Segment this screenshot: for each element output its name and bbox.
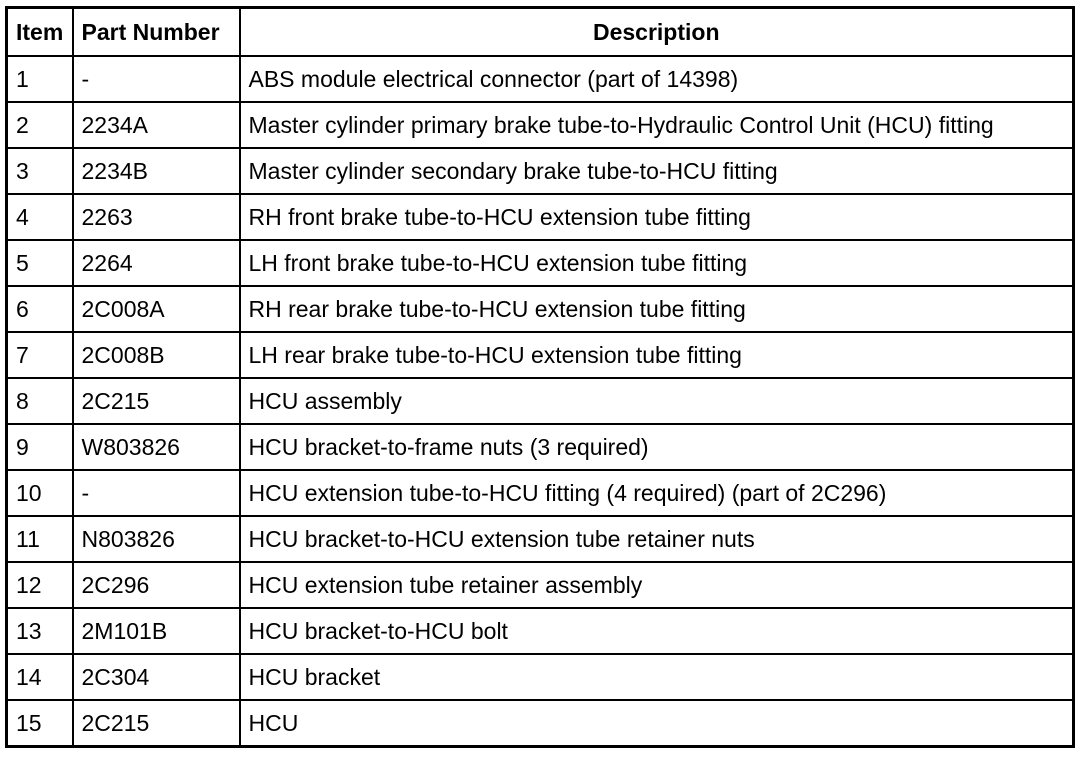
table-row [7,424,1074,470]
table-row [7,470,1074,516]
cell-description: HCU assembly [240,378,1074,424]
cell-item: 13 [7,608,73,654]
table-row [7,378,1074,424]
table-row [7,608,1074,654]
table-row [7,286,1074,332]
header-part-number: Part Number [73,8,240,57]
cell-item: 5 [7,240,73,286]
cell-description: ABS module electrical connector (part of 14398) [240,56,1074,102]
table-row [7,56,1074,102]
cell-part-number: W803826 [73,424,240,470]
cell-part-number: 2264 [73,240,240,286]
cell-part-number: N803826 [73,516,240,562]
cell-part-number: 2C008A [73,286,240,332]
table-row [7,240,1074,286]
cell-description: Master cylinder secondary brake tube-to-HCU fitting [240,148,1074,194]
cell-description: HCU extension tube-to-HCU fitting (4 required) (part of 2C296) [240,470,1074,516]
table-row [7,654,1074,700]
cell-part-number: - [73,56,240,102]
cell-item: 1 [7,56,73,102]
cell-part-number: 2C215 [73,378,240,424]
cell-description: HCU bracket [240,654,1074,700]
header-row [7,8,1074,57]
cell-item: 15 [7,700,73,747]
cell-description: LH front brake tube-to-HCU extension tube fitting [240,240,1074,286]
cell-part-number: 2234A [73,102,240,148]
cell-item: 4 [7,194,73,240]
table-row [7,148,1074,194]
cell-item: 9 [7,424,73,470]
cell-item: 14 [7,654,73,700]
cell-description: HCU extension tube retainer assembly [240,562,1074,608]
table-row [7,516,1074,562]
cell-part-number: - [73,470,240,516]
cell-description: HCU [240,700,1074,747]
cell-part-number: 2M101B [73,608,240,654]
table-row [7,700,1074,747]
table-row [7,562,1074,608]
cell-description: RH rear brake tube-to-HCU extension tube fitting [240,286,1074,332]
cell-item: 12 [7,562,73,608]
cell-item: 7 [7,332,73,378]
cell-part-number: 2C215 [73,700,240,747]
header-item: Item [7,8,73,57]
cell-description: RH front brake tube-to-HCU extension tube fitting [240,194,1074,240]
cell-item: 6 [7,286,73,332]
cell-part-number: 2C304 [73,654,240,700]
table-header [7,8,1074,57]
cell-part-number: 2263 [73,194,240,240]
table-body [7,56,1074,747]
table-row [7,102,1074,148]
cell-item: 3 [7,148,73,194]
table-row [7,194,1074,240]
cell-description: HCU bracket-to-HCU extension tube retainer nuts [240,516,1074,562]
cell-part-number: 2C296 [73,562,240,608]
cell-description: LH rear brake tube-to-HCU extension tube fitting [240,332,1074,378]
cell-item: 8 [7,378,73,424]
parts-table [5,6,1075,748]
table-row [7,332,1074,378]
cell-description: Master cylinder primary brake tube-to-Hydraulic Control Unit (HCU) fitting [240,102,1074,148]
cell-part-number: 2C008B [73,332,240,378]
cell-item: 2 [7,102,73,148]
header-description: Description [240,8,1074,57]
cell-item: 10 [7,470,73,516]
cell-part-number: 2234B [73,148,240,194]
cell-description: HCU bracket-to-HCU bolt [240,608,1074,654]
cell-item: 11 [7,516,73,562]
cell-description: HCU bracket-to-frame nuts (3 required) [240,424,1074,470]
